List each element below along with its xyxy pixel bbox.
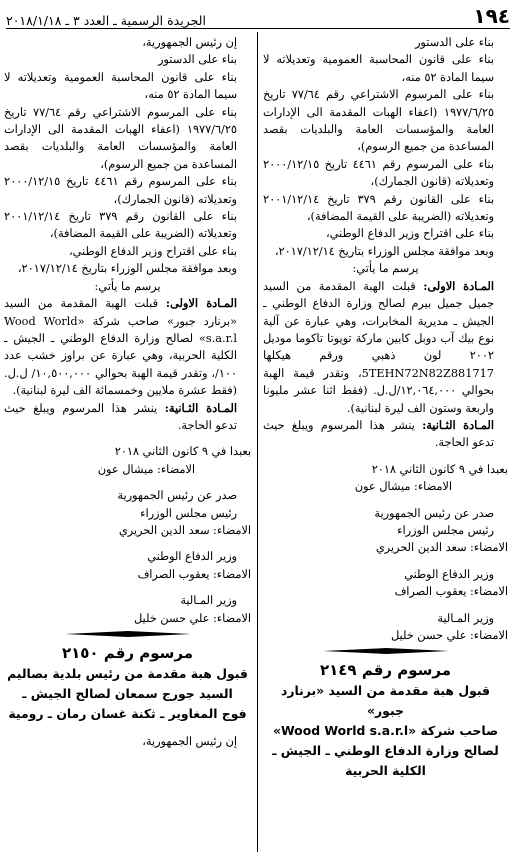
date-line: بعبدا في ٩ كانون الثاني ٢٠١٨ <box>114 445 251 459</box>
president-line: إن رئيس الجمهورية، <box>142 36 237 49</box>
date-line: بعبدا في ٩ كانون الثاني ٢٠١٨ <box>371 462 508 476</box>
decree-subject-line: قبول هبة مقدمة من رئيس بلدية بصاليم <box>7 666 248 681</box>
preamble-item: بناء على المرسوم رقم ٤٤٦١ تاريخ ٢٠٠٠/١٢/١٥ وتعديلاته (قانون الجمارك)، <box>263 157 494 189</box>
preamble-item: بناء على قانون المحاسبة العمومية وتعديلاته لا سيما المادة ٥٢ منه، <box>4 70 237 102</box>
pm-title: رئيس مجلس الوزراء <box>397 523 494 537</box>
finance-minister-title: وزير المـالية <box>437 611 494 625</box>
column-divider <box>257 32 258 852</box>
defense-minister-title: وزير الدفاع الوطني <box>147 550 237 564</box>
article-2-heading: المـادة الثـانية: <box>422 417 494 432</box>
article-2-text: ينشر هذا المرسوم ويبلغ حيث تدعو الحاجة. <box>263 418 494 450</box>
preamble-item: بناء على الدستور <box>414 36 494 49</box>
pm-title: رئيس مجلس الوزراء <box>140 506 237 520</box>
preamble-item: وبعد موافقة مجلس الوزراء بتاريخ ٢٠١٧/١٢/١٤، <box>17 262 237 276</box>
page-header <box>6 4 510 29</box>
preamble-item: بناء على المرسوم الاشتراعي رقم ٧٧/٦٤ تاريخ ١٩٧٧/٦/٢٥ (اعفاء الهبات المقدمة الى الإدارات العامة والمؤسسات العامة والبلديات بقصد المساعدة من جميع الرسوم)، <box>263 88 494 154</box>
gazette-title: الجريدة الرسمية ـ العدد ٣ ـ ٢٠١٨/١/١٨ <box>6 13 206 28</box>
article-1-text: قبلت الهبة المقدمة من السيد «برنارد جبور» صاحب شركة «Wood World s.a.r.l» لصالح وزارة الدفاع الوطني ـ الجيش ـ الكلية الحربية، وهي عبارة عن براوز خشب عدد ١٠٠/، وتقدر قيمة الهبة بحوالي ١٠,٥٠٠,٠٠٠/ ل.ل. (فقط عشرة ملايين وخمسمائة الف ليرة لبنانية). <box>4 297 237 398</box>
defense-minister-title: وزير الدفاع الوطني <box>404 567 494 581</box>
preamble-item: وبعد موافقة مجلس الوزراء بتاريخ ٢٠١٧/١٢/١٤، <box>274 244 494 258</box>
pm-signature: الامضاء: سعد الدين الحريري <box>375 541 508 555</box>
decree-subject-line: السيد جورج سمعان لصالح الجيش ـ <box>22 686 233 701</box>
president-signature: الامضاء: ميشال عون <box>354 480 452 494</box>
right-column <box>263 34 508 852</box>
article-1-heading: المـادة الاولى: <box>165 296 238 311</box>
finance-minister-title: وزير المـالية <box>180 594 237 608</box>
preamble-item: بناء على اقتراح وزير الدفاع الوطني، <box>68 244 237 258</box>
issued-line: صدر عن رئيس الجمهورية <box>117 489 237 503</box>
article-2 <box>263 417 508 452</box>
decree-title: مرسوم رقم ٢١٥٠ <box>61 644 194 662</box>
article-2 <box>4 400 251 435</box>
pm-signature: الامضاء: سعد الدين الحريري <box>118 523 251 537</box>
article-1-text: قبلت الهبة المقدمة من السيد جميل جميل بيرم لصالح وزارة الدفاع الوطني ـ الجيش ـ مديرية المخابرات، وهي عبارة عن آلية نوع بيك آب دوبل كابين ماركة تويوتا تاكوما موديل ٢٠٠٢ لون ذهبي ورقم هيكلها 5TEHN72N82Z881717، وتقدر قيمة الهبة بحوالي ١٢,٠٦٤,٠٠٠/ل.ل. (فقط اثنا عشر مليونا واربعة وستون الف ليرة لبنانية). <box>263 279 494 415</box>
article-2-text: ينشر هذا المرسوم ويبلغ حيث تدعو الحاجة. <box>4 401 237 432</box>
preamble-item: بناء على الدستور <box>157 53 237 67</box>
issued-line: صدر عن رئيس الجمهورية <box>374 506 494 520</box>
page-number: ١٩٤ <box>473 4 510 28</box>
defense-minister-signature: الامضاء: يعقوب الصراف <box>137 567 251 581</box>
decrees-label: يرسم ما يأتي: <box>94 279 161 293</box>
preamble-item: بناء على قانون المحاسبة العمومية وتعديلاته لا سيما المادة ٥٢ منه، <box>263 53 494 84</box>
preamble-item: بناء على المرسوم رقم ٤٤٦١ تاريخ ٢٠٠٠/١٢/١٥ وتعديلاته (قانون الجمارك)، <box>4 175 237 206</box>
article-1-heading: المـادة الاولى: <box>423 278 494 293</box>
decree-subject-line: قبول هبة مقدمة من السيد «برنارد جبور» <box>280 683 491 719</box>
preamble-item: بناء على اقتراح وزير الدفاع الوطني، <box>325 227 494 241</box>
decree-subject-line: صاحب شركة «Wood World s.a.r.l» <box>272 723 499 739</box>
decrees-label: يرسم ما يأتي: <box>352 262 419 276</box>
article-1 <box>4 295 251 399</box>
finance-minister-signature: الامضاء: علي حسن خليل <box>133 611 251 625</box>
defense-minister-signature: الامضاء: يعقوب الصراف <box>394 585 508 599</box>
preamble-item: بناء على القانون رقم ٣٧٩ تاريخ ٢٠٠١/١٢/١٤ وتعديلاته (الضريبة على القيمة المضافة)، <box>4 210 237 241</box>
article-2-heading: المـادة الثـانية: <box>164 400 237 415</box>
president-signature: الامضاء: ميشال عون <box>97 462 195 476</box>
decree-title: مرسوم رقم ٢١٤٩ <box>319 661 452 680</box>
president-line: إن رئيس الجمهورية، <box>142 735 237 748</box>
separator-ornament <box>263 647 508 655</box>
article-1 <box>263 278 508 417</box>
decree-subject-line: فوج المغاوير ـ ثكنة غسان رمان ـ رومية <box>8 706 247 721</box>
decree-subject-line: الكلية الحربية <box>345 763 426 779</box>
decree-subject-line: لصالح وزارة الدفاع الوطني ـ الجيش ـ <box>272 743 499 759</box>
finance-minister-signature: الامضاء: علي حسن خليل <box>390 629 508 642</box>
separator-ornament <box>4 630 251 638</box>
preamble-item: بناء على المرسوم الاشتراعي رقم ٧٧/٦٤ تاريخ ١٩٧٧/٦/٢٥ (اعفاء الهبات المقدمة الى الإدارات العامة والمؤسسات العامة والبلديات بقصد المساعدة من جميع الرسوم)، <box>4 105 237 171</box>
left-column <box>4 34 251 852</box>
preamble-item: بناء على القانون رقم ٣٧٩ تاريخ ٢٠٠١/١٢/١٤ وتعديلاته (الضريبة على القيمة المضافة)، <box>263 192 494 224</box>
